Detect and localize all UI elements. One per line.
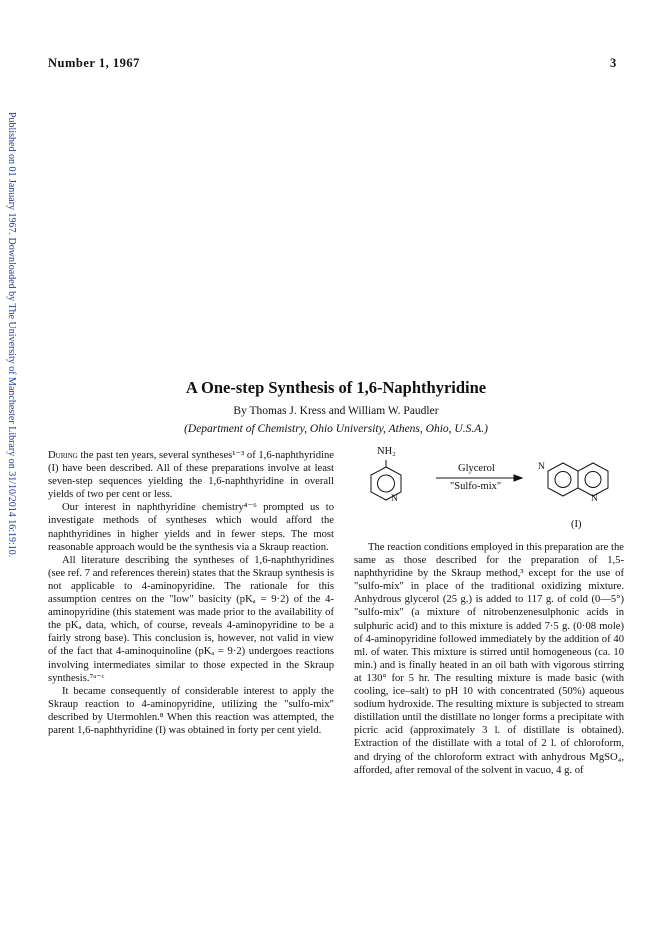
paragraph-3: All literature describing the syntheses of 1,6-naphthyridines (see ref. 7 and references therein) states that the Skraup synthesis is not applicable to 4-aminopyridine. The rationale for this assumption centres on the "low" basicity (pKₐ = 9·2) of the 4-aminopyridine (this statement was made prior to the availability of the pKₐ data, which, of course, reveals 4-aminopyridine to be a fairly strong base). This conclusion is, however, not valid in view of the fact that 4-aminoquinoline (pKₐ = 9·2) undergoes reactions involving intermediates similar to those expected in the Skraup synthesis.⁷ᵃ⁻ᶜ bbox=[48, 554, 334, 684]
reaction-scheme bbox=[354, 445, 624, 535]
left-column bbox=[48, 449, 334, 737]
amino-group-label: NH₂ bbox=[377, 446, 396, 457]
download-watermark bbox=[3, 112, 17, 612]
article-affiliation: (Department of Chemistry, Ohio University, Athens, Ohio, U.S.A.) bbox=[184, 423, 488, 435]
paragraph-1-text: the past ten years, several syntheses¹⁻³ of 1,6-naphthyridine (I) have been described. All of these preparations involve at least seven-step sequences yielding the 1,6-naphthyridine in overall yields of two per cent or less. bbox=[48, 450, 334, 501]
journal-number: Number 1, 1967 bbox=[48, 56, 140, 70]
product-label: (I) bbox=[571, 519, 582, 530]
paragraph-1 bbox=[48, 449, 334, 501]
reagent-glycerol: Glycerol bbox=[458, 463, 495, 474]
reagent-sulfo-mix: "Sulfo-mix" bbox=[450, 481, 502, 492]
product-n6-label: N bbox=[591, 494, 598, 504]
article-title: A One-step Synthesis of 1,6-Naphthyridine bbox=[185, 378, 487, 397]
pyridine-n-label: N bbox=[391, 494, 398, 504]
article-authors: By Thomas J. Kress and William W. Paudler bbox=[233, 405, 439, 417]
paragraph-2: Our interest in naphthyridine chemistry⁴⁻⁶ prompted us to investigate methods of syntheses which would afford the naphthyridines in higher yields and in fewer steps. The most reasonable approach would be the synthesis via a Skraup reaction. bbox=[48, 502, 334, 553]
product-n1-label: N bbox=[538, 462, 545, 472]
paragraph-4: It became consequently of considerable interest to apply the Skraup reaction to 4-aminopyridine, utilizing the "sulfo-mix" described by Utermohlen.⁸ When this reaction was attempted, the parent 1,6-naphthyridine (I) was obtained in forty per cent yield. bbox=[48, 685, 334, 736]
paragraph-5: The reaction conditions employed in this preparation are the same as those described for the preparation of 1,5-naphthyridine by the Skraup method,³ except for the use of "sulfo-mix" in place of the traditional oxidizing mixture. Anhydrous glycerol (25 g.) is added to 117 g. of cold (0—5°) "sulfo-mix" (a mixture of nitrobenzenesulphonic acids in sulphuric acid) and to this mixture is added 7·5 g. (0·08 mole) of 4-aminopyridine followed immediately by the addition of 40 ml. of water. This mixture is stirred until homogeneous (ca. 10 min.) and is finally heated in an oil bath with vigorous stirring at 130° for 5 hr. The resulting mixture is made basic (with cooling, ice–salt) to pH 10 with concentrated (50%) aqueous sodium hydroxide. The resulting mixture is subjected to stream distillation until the distillate no longer forms a precipitate with picric acid (approximately 3 l. of distillate is obtained). Extraction of the distillate with a total of 2 l. of chloroform, and drying of the chloroform extract with anhydrous MgSO₄, afforded, after removal of the solvent in vacuo, 4 g. of bbox=[354, 542, 624, 776]
naphthyridine-structure bbox=[548, 463, 608, 496]
download-watermark-text: Published on 01 January 1967. Downloaded by The University of Manchester Library on 31/10/2014 16:19:10. bbox=[6, 112, 17, 558]
right-column bbox=[354, 541, 624, 777]
page-number: 3 bbox=[610, 56, 617, 70]
drop-word: During bbox=[48, 450, 78, 461]
